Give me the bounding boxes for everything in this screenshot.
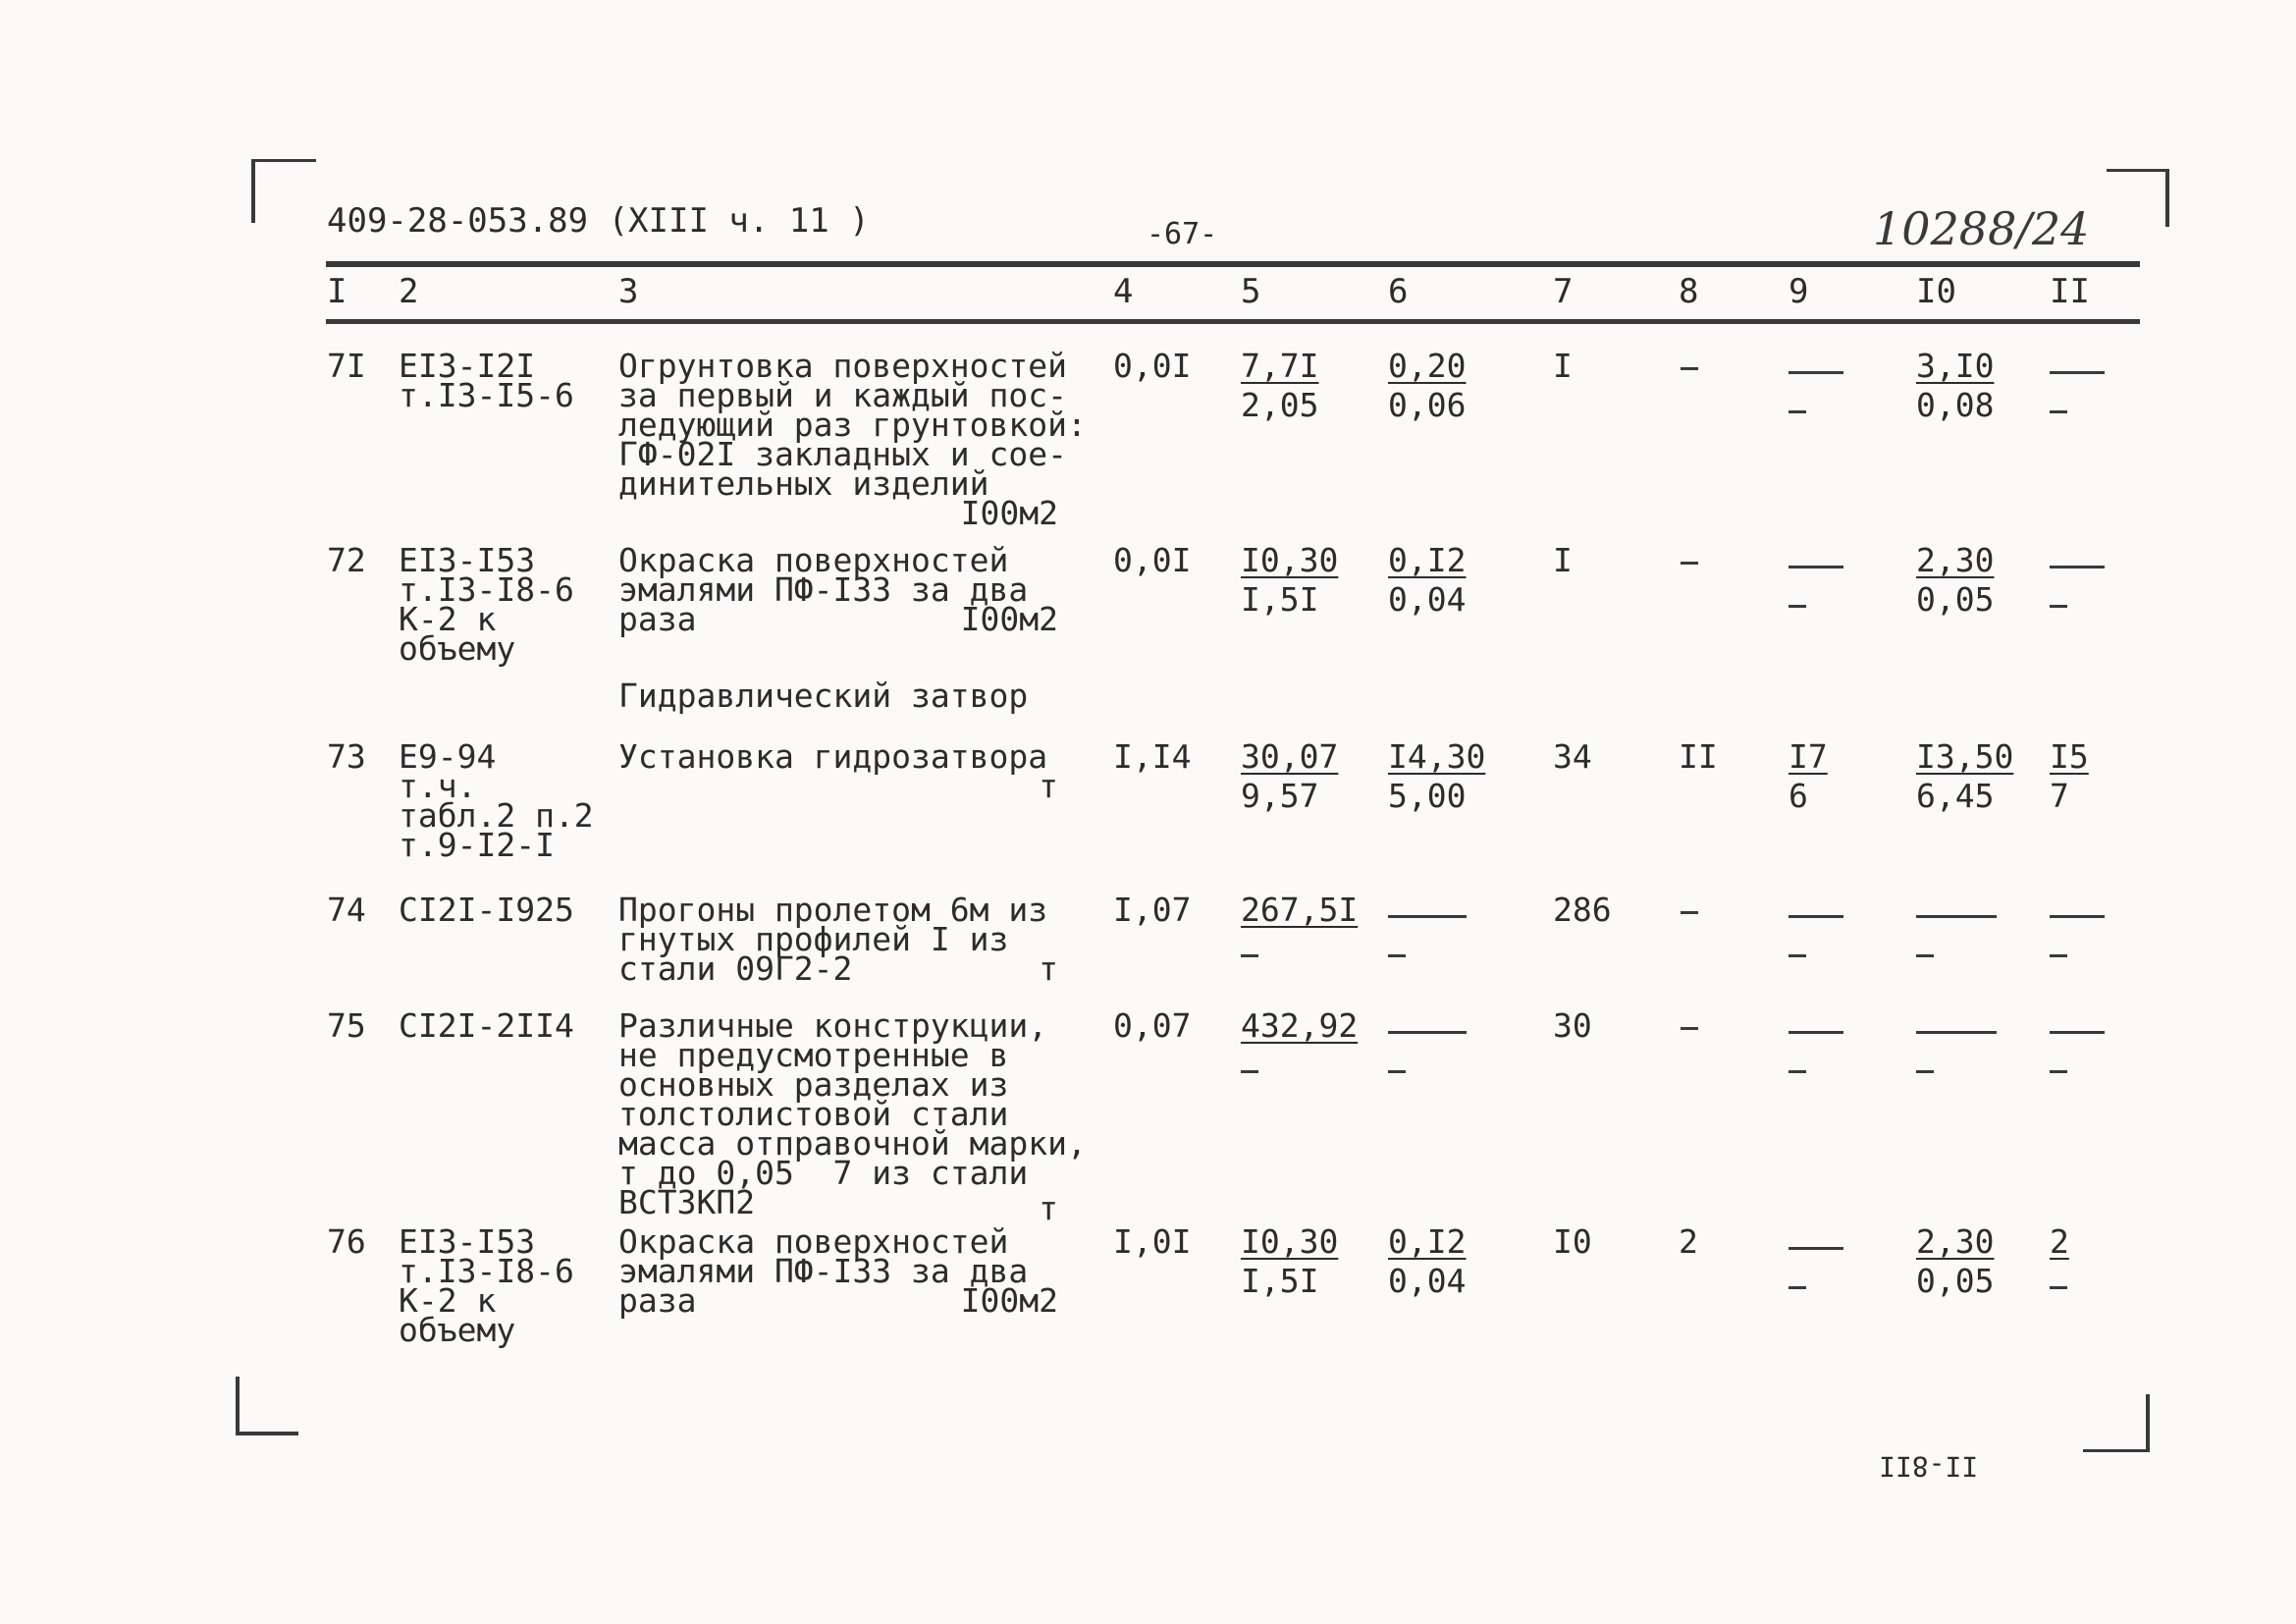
c6-top-value: I4,30 bbox=[1388, 737, 1486, 776]
norm-code: EI3-I53 bbox=[399, 541, 536, 579]
c11-top-value: 2 bbox=[2050, 1222, 2069, 1261]
work-description: раза bbox=[618, 600, 697, 638]
work-description: не предусмотренные в bbox=[618, 1036, 1009, 1074]
c6-bottom-value: 5,00 bbox=[1388, 777, 1467, 815]
section-title: Гидравлический затвор bbox=[618, 677, 1029, 715]
row-number: 7I bbox=[327, 347, 366, 385]
c5-top-value: I0,30 bbox=[1241, 1222, 1339, 1261]
c6-top-value: 0,20 bbox=[1388, 347, 1467, 385]
row-number: 76 bbox=[327, 1222, 366, 1261]
norm-code: объему bbox=[399, 629, 516, 668]
column-number-11: II bbox=[2050, 272, 2090, 311]
c10-top-value: 2,30 bbox=[1916, 1222, 1995, 1261]
norm-code: CI2I-I925 bbox=[399, 891, 574, 929]
c5-top-value: 30,07 bbox=[1241, 737, 1339, 776]
unit-of-measure: т bbox=[1039, 767, 1058, 805]
column-number-10: I0 bbox=[1916, 272, 1956, 311]
column-number-7: 7 bbox=[1553, 272, 1574, 311]
c11-top-value: I5 bbox=[2050, 737, 2089, 776]
c10-bottom-value: 0,05 bbox=[1916, 580, 1995, 619]
c5-top-value: 432,92 bbox=[1241, 1006, 1359, 1045]
workers-count: I bbox=[1553, 347, 1573, 385]
c6-bottom-value: 0,04 bbox=[1388, 580, 1467, 619]
c9-top-value: I7 bbox=[1789, 737, 1828, 776]
work-description: ледующий раз грунтовкой: bbox=[618, 406, 1087, 444]
unit-of-measure: I00м2 bbox=[960, 600, 1058, 638]
c10-bottom-value: 6,45 bbox=[1916, 777, 1995, 815]
work-description: эмалями ПФ-I33 за два bbox=[618, 570, 1029, 609]
inverted-stamp: II-8II bbox=[1879, 1450, 1979, 1483]
c10-top-value: 3,I0 bbox=[1916, 347, 1995, 385]
work-description: Прогоны пролетом 6м из bbox=[618, 891, 1048, 929]
c6-bottom-value: 0,06 bbox=[1388, 386, 1467, 424]
column-number-1: I bbox=[327, 272, 347, 311]
c9-bottom-value: 6 bbox=[1789, 777, 1808, 815]
header-rule-top bbox=[326, 261, 2140, 267]
quantity: I,07 bbox=[1113, 891, 1192, 929]
work-description: т до 0,05 7 из стали bbox=[618, 1154, 1029, 1192]
column-number-5: 5 bbox=[1241, 272, 1261, 311]
row-number: 74 bbox=[327, 891, 366, 929]
work-description: Различные конструкции, bbox=[618, 1006, 1048, 1045]
c11-bottom-value: 7 bbox=[2050, 777, 2069, 815]
norm-code: т.I3-I8-6 bbox=[399, 570, 574, 609]
work-description: Огрунтовка поверхностей bbox=[618, 347, 1067, 385]
norm-code: т.I3-I5-6 bbox=[399, 376, 574, 414]
c10-bottom-value: 0,08 bbox=[1916, 386, 1995, 424]
work-description: гнутых профилей I из bbox=[618, 920, 1009, 958]
work-description: эмалями ПФ-I33 за два bbox=[618, 1252, 1029, 1290]
row-number: 72 bbox=[327, 541, 366, 579]
column-number-9: 9 bbox=[1789, 272, 1809, 311]
norm-code: К-2 к bbox=[399, 600, 497, 638]
header-rule-bottom bbox=[326, 319, 2140, 324]
c5-top-value: I0,30 bbox=[1241, 541, 1339, 579]
quantity: 0,0I bbox=[1113, 347, 1192, 385]
work-description: Установка гидрозатвора bbox=[618, 737, 1048, 776]
norm-code: EI3-I2I bbox=[399, 347, 536, 385]
document-code: 409-28-053.89 (XIII ч. 11 ) bbox=[327, 201, 870, 241]
c6-top-value: 0,I2 bbox=[1388, 541, 1467, 579]
work-description: масса отправочной марки, bbox=[618, 1124, 1087, 1163]
quantity: I,0I bbox=[1113, 1222, 1192, 1261]
norm-code: EI3-I53 bbox=[399, 1222, 536, 1261]
norm-code: т.ч. bbox=[399, 767, 477, 805]
c5-bottom-value: I,5I bbox=[1241, 580, 1319, 619]
c6-bottom-value: 0,04 bbox=[1388, 1262, 1467, 1300]
c10-top-value: 2,30 bbox=[1916, 541, 1995, 579]
column-number-3: 3 bbox=[618, 272, 639, 311]
work-description: раза bbox=[618, 1281, 697, 1320]
workers-count: 286 bbox=[1553, 891, 1612, 929]
column-number-8: 8 bbox=[1679, 272, 1699, 311]
work-description: основных разделах из bbox=[618, 1065, 1009, 1104]
workers-count: I0 bbox=[1553, 1222, 1592, 1261]
work-description: ВСТ3КП2 bbox=[618, 1183, 756, 1221]
norm-code: табл.2 п.2 bbox=[399, 796, 594, 835]
norm-code: CI2I-2II4 bbox=[399, 1006, 574, 1045]
corner-mark-top-left bbox=[251, 159, 316, 223]
norm-code: объему bbox=[399, 1311, 516, 1349]
work-description: ГФ-02I закладных и сое- bbox=[618, 435, 1067, 473]
c8-value: 2 bbox=[1679, 1222, 1698, 1261]
column-number-4: 4 bbox=[1113, 272, 1134, 311]
unit-of-measure: т bbox=[1039, 1189, 1058, 1227]
c5-bottom-value: 2,05 bbox=[1241, 386, 1319, 424]
c5-bottom-value: I,5I bbox=[1241, 1262, 1319, 1300]
column-number-2: 2 bbox=[399, 272, 419, 311]
work-description: за первый и каждый пос- bbox=[618, 376, 1067, 414]
c5-top-value: 267,5I bbox=[1241, 891, 1359, 929]
quantity: 0,0I bbox=[1113, 541, 1192, 579]
workers-count: 34 bbox=[1553, 737, 1592, 776]
c10-top-value: I3,50 bbox=[1916, 737, 2014, 776]
workers-count: 30 bbox=[1553, 1006, 1592, 1045]
corner-mark-bottom-left bbox=[236, 1377, 298, 1435]
work-description: стали 09Г2-2 bbox=[618, 949, 853, 988]
quantity: 0,07 bbox=[1113, 1006, 1192, 1045]
norm-code: т.9-I2-I bbox=[399, 826, 555, 864]
unit-of-measure: т bbox=[1039, 949, 1058, 988]
norm-code: К-2 к bbox=[399, 1281, 497, 1320]
row-number: 73 bbox=[327, 737, 366, 776]
column-number-6: 6 bbox=[1388, 272, 1409, 311]
c8-value: II bbox=[1679, 737, 1718, 776]
corner-mark-top-right bbox=[2107, 169, 2169, 227]
row-number: 75 bbox=[327, 1006, 366, 1045]
page-number: -67- bbox=[1147, 217, 1218, 251]
work-description: толстолистовой стали bbox=[618, 1095, 1009, 1133]
c6-top-value: 0,I2 bbox=[1388, 1222, 1467, 1261]
quantity: I,I4 bbox=[1113, 737, 1192, 776]
workers-count: I bbox=[1553, 541, 1573, 579]
sheet-reference: 10288/24 bbox=[1873, 202, 2090, 255]
work-description: динительных изделий bbox=[618, 464, 989, 503]
c10-bottom-value: 0,05 bbox=[1916, 1262, 1995, 1300]
c5-top-value: 7,7I bbox=[1241, 347, 1319, 385]
unit-of-measure: I00м2 bbox=[960, 494, 1058, 532]
work-description: Окраска поверхностей bbox=[618, 541, 1009, 579]
corner-mark-bottom-right bbox=[2083, 1394, 2150, 1452]
norm-code: т.I3-I8-6 bbox=[399, 1252, 574, 1290]
norm-code: E9-94 bbox=[399, 737, 497, 776]
unit-of-measure: I00м2 bbox=[960, 1281, 1058, 1320]
c5-bottom-value: 9,57 bbox=[1241, 777, 1319, 815]
work-description: Окраска поверхностей bbox=[618, 1222, 1009, 1261]
